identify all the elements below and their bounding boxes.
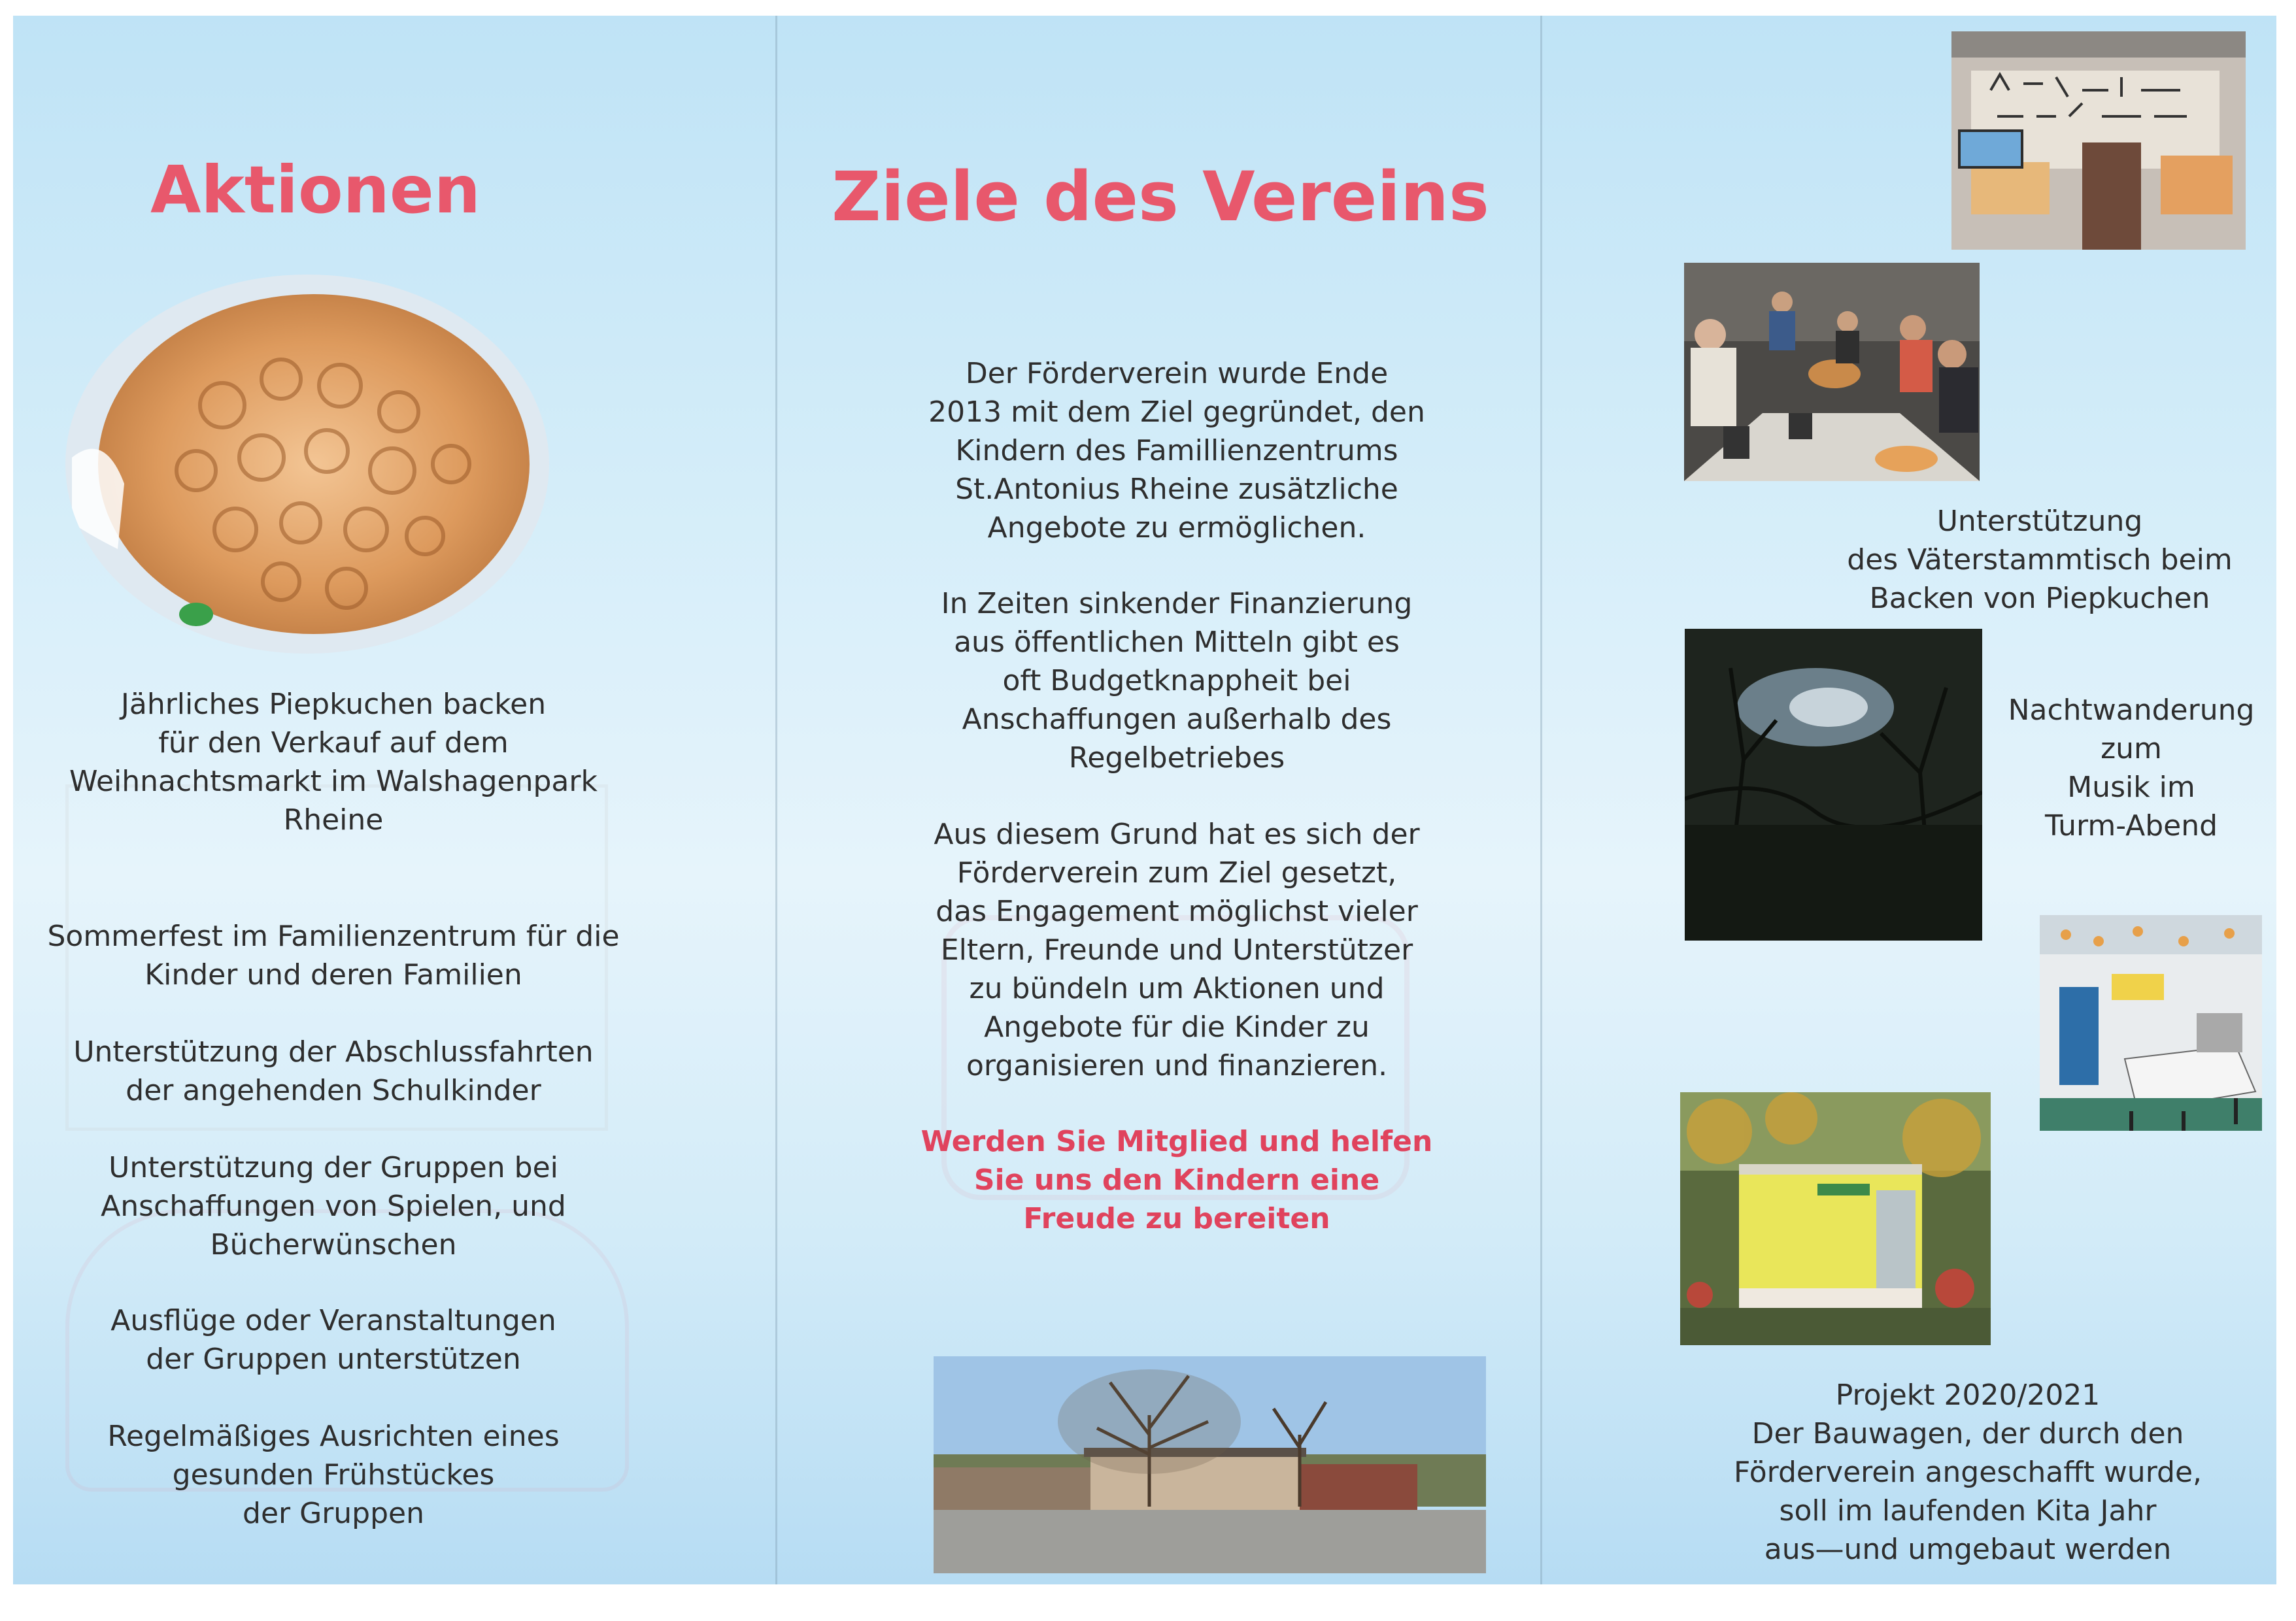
night-walk-photo [1685,629,1982,941]
night-walk-image [1685,629,1982,941]
aktion-groups-text: Unterstützung der Gruppen bei Anschaffungen von Spielen, und Bücherwünschen [101,1151,566,1262]
aktion-breakfast-text: Regelmäßiges Ausrichten eines gesunden Frühstückes der Gruppen [107,1420,560,1530]
baking-team-photo [1684,263,1980,481]
ziele-engagement-text: Aus diesem Grund hat es sich der Förderverein zum Ziel gesetzt, das Engagement möglichst vieler Eltern, Freunde und Unterstützer zu bündeln um Aktionen und Angebote für die Kinder zu organisieren und finanzieren. [934,818,1420,1082]
aktion-trips-text: Unterstützung der Abschlussfahrten der angehenden Schulkinder [73,1035,594,1107]
piepkuchen-photo [65,275,549,654]
aktion-outings-text: Ausflüge oder Veranstaltungen der Gruppen unterstützen [110,1304,556,1376]
caption-baking: Unterstützung des Väterstammtisch beim Backen von Piepkuchen [1847,505,2233,615]
caption-project: Projekt 2020/2021 Der Bauwagen, der durch den Förderverein angeschafft wurde, soll im laufenden Kita Jahr aus—und umgebaut werden [1733,1379,2202,1566]
kita-building-image [934,1356,1486,1573]
group-room-photo [2040,915,2262,1131]
caption-night-walk: Nachtwanderung zum Musik im Turm-Abend [2008,694,2255,843]
ziele-founding-text: Der Förderverein wurde Ende 2013 mit dem Ziel gegründet, den Kindern des Famillienzentrums St.Antonius Rheine zusätzliche Angebote zu ermöglichen. [928,357,1425,544]
call-to-action-text: Werden Sie Mitglied und helfen Sie uns den Kindern eine Freude zu bereiten [920,1125,1433,1235]
fold-line-right [1540,16,1542,1584]
ziele-funding-text: In Zeiten sinkender Finanzierung aus öffentlichen Mitteln gibt es oft Budgetknappheit bei Anschaffungen außerhalb des Regelbetriebes [941,587,1413,775]
ziele-heading: Ziele des Vereins [832,157,1489,237]
piepkuchen-image [65,275,549,654]
fold-line-left [775,16,777,1584]
aktion-summerfest-text: Sommerfest im Familienzentrum für die Kinder und deren Familien [47,920,620,992]
aktion-baking-text: Jährliches Piepkuchen backen für den Verkauf auf dem Weihnachtsmarkt im Walshagenpark Rheine [69,688,598,837]
welcome-room-image [1951,31,2246,250]
welcome-room-photo [1951,31,2246,250]
group-room-image [2040,915,2262,1131]
kita-building-photo [934,1356,1486,1573]
bauwagen-photo [1680,1092,1991,1345]
baking-team-image [1684,263,1980,481]
aktionen-heading: Aktionen [150,152,481,228]
bauwagen-image [1680,1092,1991,1345]
